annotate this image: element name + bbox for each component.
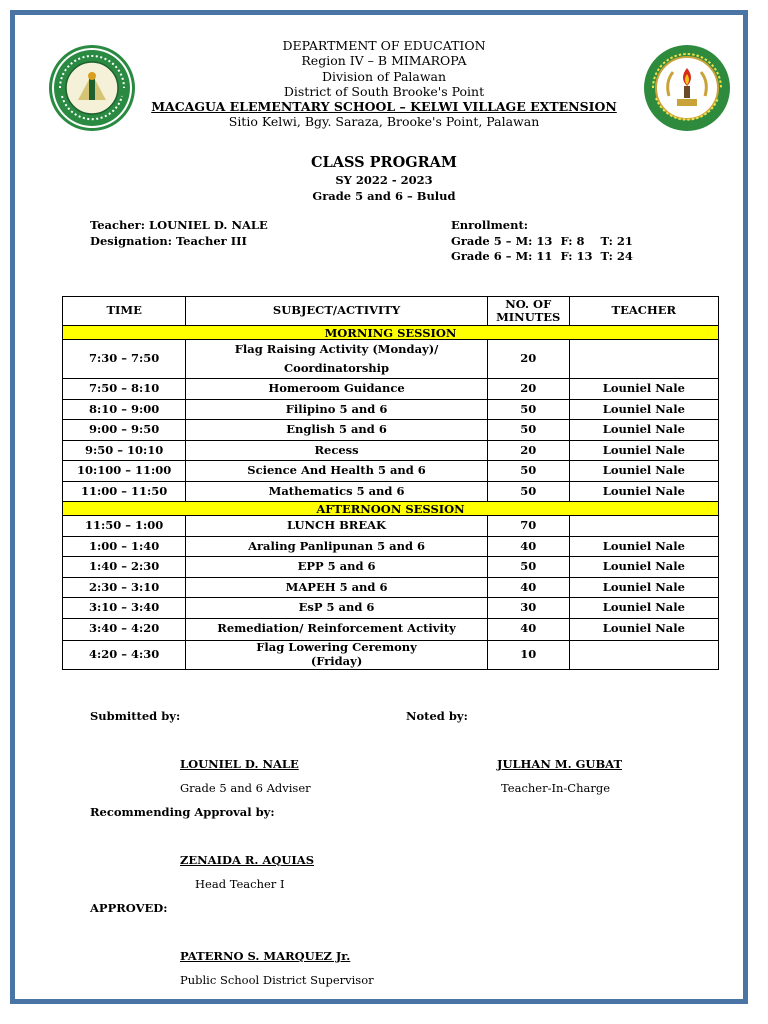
header-teacher: TEACHER — [569, 297, 718, 326]
table-row — [63, 640, 719, 669]
cell-teacher: Louniel Nale — [569, 577, 718, 598]
cell-minutes: 50 — [487, 557, 569, 578]
cell-time: 7:30 – 7:50 — [63, 340, 186, 379]
cell-subject: Homeroom Guidance — [186, 379, 487, 400]
teacher-info — [90, 218, 268, 249]
cell-teacher: Louniel Nale — [569, 536, 718, 557]
table-row — [63, 379, 719, 400]
header-line-division: Division of Palawan — [321, 68, 447, 84]
school-name: MACAGUA ELEMENTARY SCHOOL – KELWI VILLAGE EXTENSION — [151, 99, 617, 115]
school-address: Sitio Kelwi, Bgy. Saraza, Brooke's Point, Palawan — [228, 114, 540, 130]
cell-time: 9:00 – 9:50 — [63, 420, 186, 441]
table-header-row — [63, 297, 719, 326]
table-row — [63, 577, 719, 598]
cell-subject: EPP 5 and 6 — [186, 557, 487, 578]
noted-by-label: Noted by: — [406, 709, 468, 723]
table-row — [63, 440, 719, 461]
cell-minutes: 20 — [487, 379, 569, 400]
cell-minutes: 50 — [487, 399, 569, 420]
cell-time: 3:40 – 4:20 — [63, 618, 186, 640]
cell-subject: Recess — [186, 440, 487, 461]
approved-label: APPROVED: — [90, 901, 168, 915]
cell-time: 2:30 – 3:10 — [63, 577, 186, 598]
recommender-title: Head Teacher I — [195, 877, 285, 891]
cell-minutes: 50 — [487, 420, 569, 441]
cell-minutes: 20 — [487, 340, 569, 379]
enrollment-label: Enrollment: — [451, 218, 528, 232]
cell-subject: LUNCH BREAK — [186, 516, 487, 537]
grade-section: Grade 5 and 6 – Bulud — [312, 189, 456, 203]
cell-teacher: Louniel Nale — [569, 598, 718, 619]
cell-time: 3:10 – 3:40 — [63, 598, 186, 619]
cell-time: 8:10 – 9:00 — [63, 399, 186, 420]
cell-time: 1:00 – 1:40 — [63, 536, 186, 557]
noter-title: Teacher-In-Charge — [501, 781, 611, 795]
header-line-department: DEPARTMENT OF EDUCATION — [282, 38, 486, 53]
noter-name: JULHAN M. GUBAT — [497, 757, 623, 771]
cell-minutes: 10 — [487, 640, 569, 669]
cell-subject: English 5 and 6 — [186, 420, 487, 441]
table-row — [63, 536, 719, 557]
cell-subject: Flag Raising Activity (Monday)/ Coordinatorship — [186, 340, 487, 379]
table-row — [63, 340, 719, 379]
approver-name: PATERNO S. MARQUEZ Jr. — [180, 949, 351, 963]
cell-teacher: Louniel Nale — [569, 379, 718, 400]
cell-minutes: 70 — [487, 516, 569, 537]
morning-session-label: MORNING SESSION — [63, 326, 719, 340]
school-year: SY 2022 - 2023 — [335, 173, 433, 187]
table-row — [63, 481, 719, 502]
program-title-block — [0, 154, 768, 204]
cell-time: 10:100 – 11:00 — [63, 461, 186, 482]
recommending-approval-label: Recommending Approval by: — [90, 805, 275, 819]
submitter-title: Grade 5 and 6 Adviser — [180, 781, 311, 795]
cell-teacher — [569, 640, 718, 669]
afternoon-session-label: AFTERNOON SESSION — [63, 502, 719, 516]
cell-teacher: Louniel Nale — [569, 557, 718, 578]
cell-subject: Mathematics 5 and 6 — [186, 481, 487, 502]
cell-subject: EsP 5 and 6 — [186, 598, 487, 619]
cell-subject: Filipino 5 and 6 — [186, 399, 487, 420]
enrollment-grade6: Grade 6 – M: 11 F: 13 T: 24 — [451, 249, 633, 263]
cell-teacher: Louniel Nale — [569, 618, 718, 640]
cell-subject: Flag Lowering Ceremony (Friday) — [186, 640, 487, 669]
cell-time: 11:00 – 11:50 — [63, 481, 186, 502]
teacher-name: Teacher: LOUNIEL D. NALE — [90, 218, 268, 232]
table-row — [63, 598, 719, 619]
table-row — [63, 516, 719, 537]
teacher-designation: Designation: Teacher III — [90, 233, 247, 248]
cell-teacher: Louniel Nale — [569, 461, 718, 482]
cell-minutes: 40 — [487, 618, 569, 640]
cell-time: 9:50 – 10:10 — [63, 440, 186, 461]
table-row — [63, 557, 719, 578]
submitter-name: LOUNIEL D. NALE — [180, 757, 299, 771]
cell-subject: Araling Panlipunan 5 and 6 — [186, 536, 487, 557]
cell-subject: Remediation/ Reinforcement Activity — [186, 618, 487, 640]
recommender-name: ZENAIDA R. AQUIAS — [180, 853, 315, 867]
cell-minutes: 40 — [487, 577, 569, 598]
cell-minutes: 40 — [487, 536, 569, 557]
cell-minutes: 50 — [487, 481, 569, 502]
morning-session-row — [63, 326, 719, 340]
cell-teacher: Louniel Nale — [569, 399, 718, 420]
afternoon-session-row — [63, 502, 719, 516]
cell-time: 4:20 – 4:30 — [63, 640, 186, 669]
document-header — [0, 38, 768, 130]
submitted-by-label: Submitted by: — [90, 709, 181, 723]
cell-minutes: 50 — [487, 461, 569, 482]
cell-teacher: Louniel Nale — [569, 481, 718, 502]
header-time: TIME — [63, 297, 186, 326]
table-row — [63, 461, 719, 482]
program-title: CLASS PROGRAM — [311, 154, 457, 171]
cell-minutes: 30 — [487, 598, 569, 619]
cell-subject: Science And Health 5 and 6 — [186, 461, 487, 482]
header-minutes: NO. OF MINUTES — [487, 297, 569, 326]
enrollment-grade5: Grade 5 – M: 13 F: 8 T: 21 — [451, 233, 633, 248]
cell-time: 11:50 – 1:00 — [63, 516, 186, 537]
table-row — [63, 618, 719, 640]
approver-title: Public School District Supervisor — [180, 973, 374, 987]
cell-minutes: 20 — [487, 440, 569, 461]
table-row — [63, 399, 719, 420]
cell-time: 1:40 – 2:30 — [63, 557, 186, 578]
enrollment-info — [451, 218, 633, 265]
cell-subject: MAPEH 5 and 6 — [186, 577, 487, 598]
table-row — [63, 420, 719, 441]
class-schedule-table — [62, 296, 719, 670]
header-subject: SUBJECT/ACTIVITY — [186, 297, 487, 326]
cell-teacher — [569, 340, 718, 379]
header-line-region: Region IV – B MIMAROPA — [301, 53, 467, 69]
cell-time: 7:50 – 8:10 — [63, 379, 186, 400]
header-line-district: District of South Brooke's Point — [283, 83, 485, 99]
cell-teacher: Louniel Nale — [569, 420, 718, 441]
cell-teacher: Louniel Nale — [569, 440, 718, 461]
cell-teacher — [569, 516, 718, 537]
